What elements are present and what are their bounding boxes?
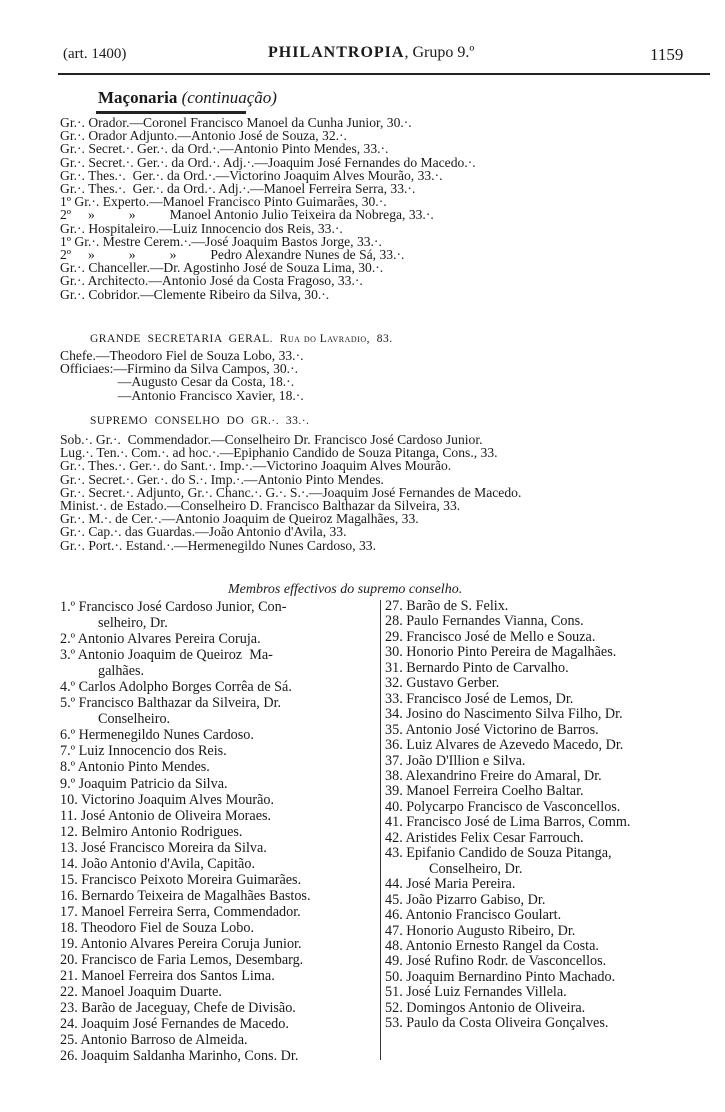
header-rule bbox=[58, 73, 710, 75]
member-entry: 5.º Francisco Balthazar da Silveira, Dr. bbox=[60, 695, 282, 712]
member-entry: 49. José Rufino Rodr. de Vasconcellos. bbox=[385, 953, 607, 970]
member-entry: 24. Joaquim José Fernandes de Macedo. bbox=[60, 1016, 289, 1033]
member-entry: 27. Barão de S. Felix. bbox=[385, 598, 509, 614]
text-line: Lug.·. Ten.·. Com.·. ad hoc.·.—Epiphanio Candido de Souza Pitanga, Cons., 33. bbox=[60, 445, 498, 461]
text-line: Gr.·. M.·. de Cer.·.—Antonio Joaquim de Queiroz Magalhães, 33. bbox=[60, 511, 419, 527]
text-line: Gr.·. Thes.·. Ger.·. do Sant.·. Imp.·.—Victorino Joaquim Alves Mourão. bbox=[60, 458, 452, 474]
officers-list bbox=[60, 116, 476, 301]
text-line: Gr.·. Orador.—Coronel Francisco Manoel da Cunha Junior, 30.·. bbox=[60, 115, 412, 130]
member-entry: 34. Josino do Nascimento Silva Filho, Dr. bbox=[385, 706, 623, 723]
text-line: Gr.·. Cap.·. das Guardas.—João Antonio d'Avila, 33. bbox=[60, 524, 347, 540]
text-line: Minist.·. de Estado.—Conselheiro D. Francisco Balthazar da Silveira, 33. bbox=[60, 498, 461, 514]
member-entry: 35. Antonio José Victorino de Barros. bbox=[385, 721, 599, 738]
member-entry: 31. Bernardo Pinto de Carvalho. bbox=[385, 659, 569, 676]
text-line: 1º Gr.·. Mestre Cerem.·.—José Joaquim Bastos Jorge, 33.·. bbox=[60, 233, 382, 249]
member-entry: 44. José Maria Pereira. bbox=[385, 876, 516, 893]
article-reference: (art. 1400) bbox=[63, 46, 127, 62]
membros-left-column bbox=[60, 599, 311, 1064]
section-title-sub: (continuação) bbox=[181, 88, 277, 107]
member-entry: 14. João Antonio d'Avila, Capitão. bbox=[60, 855, 255, 872]
section-title bbox=[98, 88, 277, 108]
member-entry: 18. Theodoro Fiel de Souza Lobo. bbox=[60, 919, 254, 936]
member-entry: 47. Honorio Augusto Ribeiro, Dr. bbox=[385, 922, 576, 939]
member-entry: 13. José Francisco Moreira da Silva. bbox=[60, 839, 267, 856]
member-entry-continuation: Conselheiro, Dr. bbox=[429, 860, 523, 877]
membros-right-column bbox=[385, 599, 630, 1032]
member-entry: 17. Manoel Ferreira Serra, Commendador. bbox=[60, 903, 301, 920]
text-line: Gr.·. Secret.·. Ger.·. do S.·. Imp.·.—Antonio Pinto Mendes. bbox=[60, 471, 384, 487]
text-line: Gr.·. Hospitaleiro.—Luiz Innocencio dos Reis, 33.·. bbox=[60, 220, 343, 236]
member-entry: 2.º Antonio Alvares Pereira Coruja. bbox=[60, 631, 261, 648]
title-underline bbox=[96, 111, 246, 114]
text-line: Gr.·. Architecto.—Antonio José da Costa Fragoso, 33.·. bbox=[60, 273, 363, 289]
member-entry: 21. Manoel Ferreira dos Santos Lima. bbox=[60, 968, 275, 985]
page-number: 1159 bbox=[650, 45, 684, 64]
member-entry: 3.º Antonio Joaquim de Queiroz Ma- bbox=[60, 647, 273, 664]
member-entry: 20. Francisco de Faria Lemos, Desembarg. bbox=[60, 952, 304, 969]
member-entry: 37. João D'Illion e Silva. bbox=[385, 752, 526, 769]
text-line: 2º » » Manoel Antonio Julio Teixeira da Nobrega, 33.·. bbox=[60, 207, 434, 223]
member-entry: 10. Victorino Joaquim Alves Mourão. bbox=[60, 791, 275, 808]
member-entry: 22. Manoel Joaquim Duarte. bbox=[60, 984, 222, 1001]
member-entry: 33. Francisco José de Lemos, Dr. bbox=[385, 690, 574, 707]
text-line: Gr.·. Secret.·. Adjunto, Gr.·. Chanc.·. G.·. S.·.—Joaquim José Fernandes de Macedo. bbox=[60, 484, 522, 500]
member-entry: 50. Joaquim Bernardino Pinto Machado. bbox=[385, 968, 616, 985]
member-entry: 12. Belmiro Antonio Rodrigues. bbox=[60, 823, 243, 840]
member-entry: 15. Francisco Peixoto Moreira Guimarães. bbox=[60, 871, 302, 888]
text-line: Gr.·. Cobridor.—Clemente Ribeiro da Silva, 30.·. bbox=[60, 286, 330, 302]
member-entry: 29. Francisco José de Mello e Souza. bbox=[385, 628, 596, 645]
member-entry: 45. João Pizarro Gabiso, Dr. bbox=[385, 891, 546, 908]
text-line: 2º » » » Pedro Alexandre Nunes de Sá, 33.·. bbox=[60, 247, 405, 263]
member-entry: 8.º Antonio Pinto Mendes. bbox=[60, 759, 210, 776]
supremo-heading: SUPREMO CONSELHO DO GR.·. 33.·. bbox=[90, 415, 310, 427]
text-line: 1º Gr.·. Experto.—Manoel Francisco Pinto Guimarães, 30.·. bbox=[60, 194, 387, 210]
member-entry: 26. Joaquim Saldanha Marinho, Cons. Dr. bbox=[60, 1048, 299, 1065]
text-line: Gr.·. Port.·. Estand.·.—Hermenegildo Nunes Cardoso, 33. bbox=[60, 537, 377, 553]
member-entry: 48. Antonio Ernesto Rangel da Costa. bbox=[385, 937, 599, 954]
member-entry: 53. Paulo da Costa Oliveira Gonçalves. bbox=[385, 1015, 609, 1032]
supremo-list bbox=[60, 433, 521, 552]
member-entry: 36. Luiz Alvares de Azevedo Macedo, Dr. bbox=[385, 737, 624, 754]
text-line: Gr.·. Secret.·. Ger.·. da Ord.·. Adj.·.—Joaquim José Fernandes do Macedo.·. bbox=[60, 154, 476, 170]
text-line: Gr.·. Secret.·. Ger.·. da Ord.·.—Antonio Pinto Mendes, 33.·. bbox=[60, 141, 389, 157]
member-entry: 52. Domingos Antonio de Oliveira. bbox=[385, 999, 586, 1016]
header-title: PHILANTROPIA bbox=[268, 44, 405, 61]
member-entry: 32. Gustavo Gerber. bbox=[385, 675, 500, 692]
member-entry: 28. Paulo Fernandes Vianna, Cons. bbox=[385, 613, 584, 630]
secretaria-list bbox=[60, 349, 304, 402]
member-entry: 51. José Luiz Fernandes Villela. bbox=[385, 984, 567, 1001]
member-entry: 30. Honorio Pinto Pereira de Magalhães. bbox=[385, 644, 617, 661]
secretaria-heading: GRANDE SECRETARIA GERAL. Rua do Lavradio, 83. bbox=[90, 333, 393, 345]
member-entry: 46. Antonio Francisco Goulart. bbox=[385, 907, 562, 924]
text-line: —Antonio Francisco Xavier, 18.·. bbox=[60, 387, 304, 403]
section-title-main: Maçonaria bbox=[98, 88, 178, 107]
text-line: —Augusto Cesar da Costa, 18.·. bbox=[60, 374, 295, 390]
member-entry: 19. Antonio Alvares Pereira Coruja Junior. bbox=[60, 935, 302, 952]
text-line: Gr.·. Chanceller.—Dr. Agostinho José de Souza Lima, 30.·. bbox=[60, 260, 384, 276]
member-entry: 11. José Antonio de Oliveira Moraes. bbox=[60, 807, 272, 824]
member-entry-continuation: selheiro, Dr. bbox=[98, 615, 168, 632]
text-line: Gr.·. Thes.·. Ger.·. da Ord.·.—Victorino Joaquim Alves Mourão, 33.·. bbox=[60, 167, 443, 183]
member-entry: 1.º Francisco José Cardoso Junior, Con- bbox=[60, 599, 287, 615]
member-entry: 4.º Carlos Adolpho Borges Corrêa de Sá. bbox=[60, 679, 292, 696]
running-header bbox=[268, 44, 474, 62]
text-line: Sob.·. Gr.·. Commendador.—Conselheiro Dr. Francisco José Cardoso Junior. bbox=[60, 432, 483, 447]
member-entry: 16. Bernardo Teixeira de Magalhães Bastos. bbox=[60, 887, 311, 904]
member-entry: 40. Polycarpo Francisco de Vasconcellos. bbox=[385, 798, 621, 815]
column-divider bbox=[380, 600, 381, 1060]
membros-heading: Membros effectivos do supremo conselho. bbox=[228, 582, 463, 597]
text-line: Gr.·. Thes.·. Ger.·. da Ord.·. Adj.·.—Manoel Ferreira Serra, 33.·. bbox=[60, 181, 416, 197]
member-entry: 38. Alexandrino Freire do Amaral, Dr. bbox=[385, 767, 602, 784]
member-entry: 43. Epifanio Candido de Souza Pitanga, bbox=[385, 845, 612, 862]
member-entry-continuation: Conselheiro. bbox=[98, 711, 171, 728]
member-entry: 9.º Joaquim Patricio da Silva. bbox=[60, 775, 228, 792]
member-entry: 42. Aristides Felix Cesar Farrouch. bbox=[385, 829, 584, 846]
text-line: Officiaes:—Firmino da Silva Campos, 30.·. bbox=[60, 361, 298, 377]
text-line: Chefe.—Theodoro Fiel de Souza Lobo, 33.·. bbox=[60, 348, 304, 363]
member-entry: 7.º Luiz Innocencio dos Reis. bbox=[60, 743, 227, 760]
member-entry: 6.º Hermenegildo Nunes Cardoso. bbox=[60, 727, 254, 744]
member-entry-continuation: galhães. bbox=[98, 663, 145, 680]
member-entry: 23. Barão de Jaceguay, Chefe de Divisão. bbox=[60, 1000, 296, 1017]
member-entry: 25. Antonio Barroso de Almeida. bbox=[60, 1032, 248, 1049]
text-line: Gr.·. Orador Adjunto.—Antonio José de Souza, 32.·. bbox=[60, 128, 347, 144]
header-group: , Grupo 9.º bbox=[404, 44, 475, 61]
member-entry: 39. Manoel Ferreira Coelho Baltar. bbox=[385, 783, 584, 800]
member-entry: 41. Francisco José de Lima Barros, Comm. bbox=[385, 814, 631, 831]
